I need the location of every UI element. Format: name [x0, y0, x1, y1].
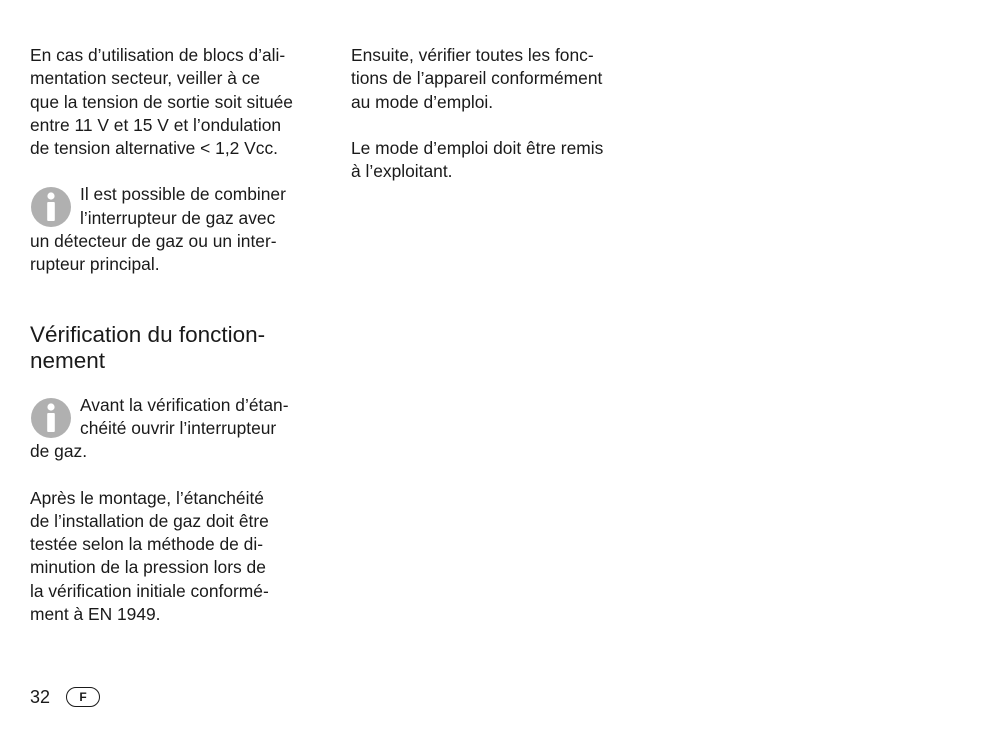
page-footer	[30, 684, 100, 710]
text-line: minution de la pression lors de	[30, 557, 266, 578]
text-line: de l’installation de gaz doit être	[30, 510, 269, 531]
tightness-note	[30, 394, 330, 464]
power-supply-paragraph	[30, 44, 330, 160]
text-line: tions de l’appareil conformément	[351, 68, 603, 89]
left-column	[30, 44, 330, 626]
text-line: de tension alternative < 1,2 Vcc.	[30, 138, 278, 159]
text-line: chéité ouvrir l’interrupteur	[80, 417, 277, 438]
text-line: testée selon la méthode de di-	[30, 534, 263, 555]
text-line: l’interrupteur de gaz avec	[80, 207, 276, 228]
text-line: de gaz.	[30, 441, 88, 462]
text-line: à l’exploitant.	[351, 161, 453, 182]
verify-functions-paragraph	[351, 44, 651, 114]
text-line: Avant la vérification d’étan-	[80, 394, 289, 415]
info-icon	[30, 186, 72, 228]
manual-handover-paragraph	[351, 137, 651, 184]
language-badge: F	[66, 687, 100, 707]
text-line: un détecteur de gaz ou un inter-	[30, 231, 277, 252]
heading-line: nement	[30, 347, 106, 373]
right-column	[351, 44, 651, 183]
section-heading	[30, 322, 330, 374]
text-line: la vérification initiale conformé-	[30, 580, 269, 601]
text-line: ment à EN 1949.	[30, 604, 161, 625]
installation-test-paragraph	[30, 487, 330, 627]
combination-note	[30, 183, 330, 276]
text-line: Après le montage, l’étanchéité	[30, 487, 264, 508]
info-icon	[30, 397, 72, 439]
heading-line: Vérification du fonction-	[30, 321, 266, 347]
text-line: entre 11 V et 15 V et l’ondulation	[30, 114, 282, 135]
page-number: 32	[30, 687, 51, 707]
text-line: Le mode d’emploi doit être remis	[351, 137, 604, 158]
text-line: En cas d’utilisation de blocs d’ali-	[30, 45, 286, 65]
text-line: que la tension de sortie soit située	[30, 91, 293, 112]
text-line: Ensuite, vérifier toutes les fonc-	[351, 45, 594, 65]
text-line: mentation secteur, veiller à ce	[30, 68, 261, 89]
text-line: Il est possible de combiner	[80, 184, 286, 205]
text-line: au mode d’emploi.	[351, 91, 494, 112]
text-line: rupteur principal.	[30, 254, 160, 275]
